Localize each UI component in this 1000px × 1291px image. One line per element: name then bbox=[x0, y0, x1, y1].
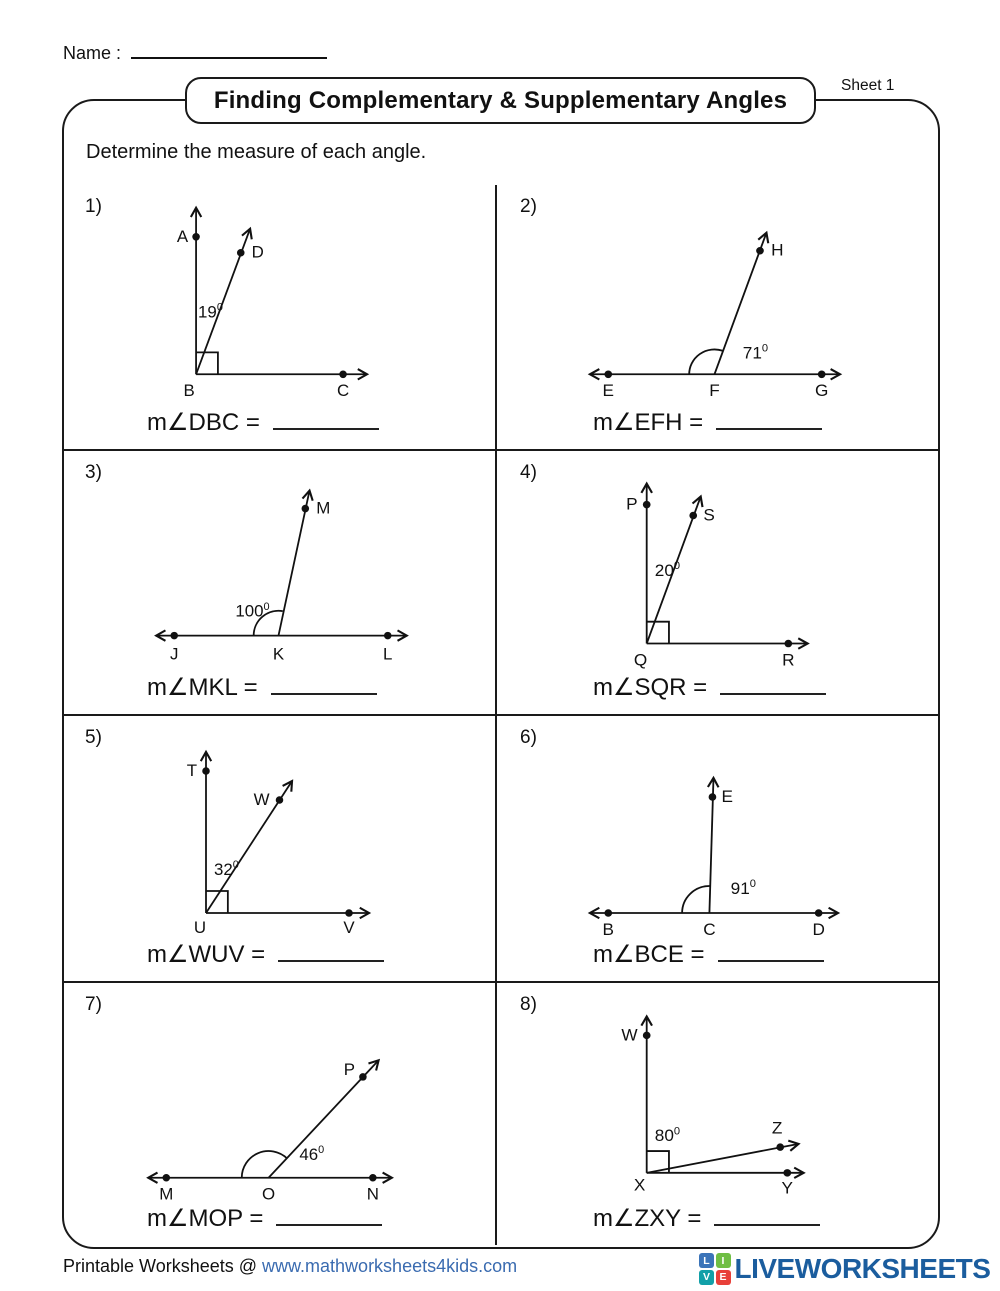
problem-1-cell bbox=[62, 185, 497, 451]
answer-row bbox=[593, 403, 822, 437]
angle-measure-label: $91^0$ bbox=[730, 878, 756, 898]
problem-8-number: 8) bbox=[520, 994, 537, 1015]
question-label: m∠SQR = bbox=[593, 674, 708, 701]
answer-blank[interactable] bbox=[271, 668, 377, 695]
angle-measure-label: $46^0$ bbox=[299, 1144, 325, 1164]
answer-row bbox=[593, 1199, 820, 1233]
point-label-b: B bbox=[183, 381, 195, 401]
point-label-j: J bbox=[170, 644, 179, 664]
rays-and-marks bbox=[149, 1061, 390, 1181]
problem-8-cell bbox=[497, 983, 938, 1245]
name-blank[interactable] bbox=[131, 38, 327, 59]
problem-6-number: 6) bbox=[520, 727, 537, 748]
angle-measure-label: $20^0$ bbox=[654, 560, 681, 581]
answer-row bbox=[593, 935, 824, 969]
angle-measure-label: $19^0$ bbox=[198, 301, 223, 322]
point-label-u: U bbox=[193, 917, 207, 938]
point-label-d: D bbox=[812, 920, 825, 939]
answer-row bbox=[593, 668, 826, 702]
point-label-o: O bbox=[262, 1184, 276, 1204]
rays-and-marks bbox=[591, 779, 837, 917]
problem-7-number: 7) bbox=[85, 994, 102, 1015]
logo-square-l: L bbox=[699, 1253, 714, 1268]
point-label-e: E bbox=[721, 787, 734, 806]
point-label-d: D bbox=[251, 242, 264, 262]
answer-blank[interactable] bbox=[720, 668, 826, 695]
question-label: m∠WUV = bbox=[147, 941, 266, 968]
angle-measure-label: $80^0$ bbox=[654, 1125, 681, 1146]
liveworksheets-icon bbox=[699, 1253, 731, 1285]
rays-and-marks bbox=[192, 209, 366, 378]
point-label-a: A bbox=[176, 226, 189, 246]
point-label-w: W bbox=[253, 789, 270, 810]
point-label-c: C bbox=[703, 920, 716, 939]
question-label: m∠DBC = bbox=[147, 409, 260, 436]
angle-measure-label: $100^0$ bbox=[235, 600, 270, 621]
point-label-k: K bbox=[272, 644, 285, 664]
point-label-p: P bbox=[343, 1059, 355, 1079]
point-label-h: H bbox=[771, 240, 784, 260]
question-label: m∠MKL = bbox=[147, 674, 258, 701]
point-label-z: Z bbox=[771, 1118, 783, 1138]
point-label-f: F bbox=[709, 381, 720, 401]
footer-attribution bbox=[63, 1256, 517, 1277]
point-label-b: B bbox=[602, 920, 614, 939]
problem-1-number: 1) bbox=[85, 196, 102, 217]
logo-square-v: V bbox=[699, 1270, 714, 1285]
point-label-e: E bbox=[602, 381, 614, 401]
worksheet-title: Finding Complementary & Supplementary Angles bbox=[213, 86, 788, 114]
problem-2-cell bbox=[497, 185, 938, 451]
point-label-x: X bbox=[633, 1175, 646, 1195]
angle-measure-label: $71^0$ bbox=[742, 342, 769, 363]
point-label-c: C bbox=[336, 381, 350, 401]
answer-blank[interactable] bbox=[718, 935, 824, 962]
problem-2-number: 2) bbox=[520, 196, 537, 217]
problem-3-number: 3) bbox=[85, 462, 102, 483]
problem-4-cell bbox=[497, 451, 938, 716]
problem-4-number: 4) bbox=[520, 462, 537, 483]
answer-blank[interactable] bbox=[714, 1199, 820, 1226]
logo-square-e: E bbox=[716, 1270, 731, 1285]
printable-label: Printable Worksheets @ bbox=[63, 1256, 263, 1276]
point-label-g: G bbox=[814, 381, 829, 401]
rays-and-marks bbox=[643, 1018, 803, 1177]
name-label: Name : bbox=[63, 43, 122, 63]
point-label-l: L bbox=[383, 644, 393, 664]
question-label: m∠ZXY = bbox=[593, 1205, 702, 1232]
worksheet-title-box bbox=[185, 77, 816, 124]
point-label-r: R bbox=[782, 650, 795, 670]
point-label-y: Y bbox=[781, 1178, 794, 1198]
problem-6-cell bbox=[497, 716, 938, 983]
angle-measure-label: $32^0$ bbox=[213, 858, 239, 880]
liveworksheets-brand: LIVEWORKSHEETS bbox=[734, 1253, 991, 1284]
answer-row bbox=[147, 668, 377, 702]
point-label-p: P bbox=[626, 494, 638, 514]
problem-5-number: 5) bbox=[85, 727, 102, 748]
point-label-q: Q bbox=[633, 650, 648, 670]
rays-and-marks bbox=[202, 753, 368, 917]
point-label-v: V bbox=[343, 917, 355, 938]
answer-row bbox=[147, 1199, 382, 1233]
point-label-m: M bbox=[316, 498, 331, 518]
logo-square-i: I bbox=[716, 1253, 731, 1268]
point-label-n: N bbox=[366, 1184, 379, 1204]
answer-blank[interactable] bbox=[276, 1199, 382, 1226]
footer-link[interactable]: www.mathworksheets4kids.com bbox=[262, 1256, 518, 1276]
question-label: m∠BCE = bbox=[593, 941, 705, 968]
answer-row bbox=[147, 935, 384, 969]
problem-3-cell bbox=[62, 451, 497, 716]
question-label: m∠EFH = bbox=[593, 409, 704, 436]
problem-5-cell bbox=[62, 716, 497, 983]
point-label-w: W bbox=[621, 1025, 638, 1045]
answer-row bbox=[147, 403, 379, 437]
answer-blank[interactable] bbox=[273, 403, 379, 430]
sheet-label: Sheet 1 bbox=[841, 77, 895, 94]
answer-blank[interactable] bbox=[278, 935, 384, 962]
answer-blank[interactable] bbox=[716, 403, 822, 430]
liveworksheets-logo bbox=[699, 1253, 990, 1285]
name-row bbox=[63, 38, 327, 64]
question-label: m∠MOP = bbox=[147, 1205, 264, 1232]
point-label-m: M bbox=[159, 1184, 174, 1204]
rays-and-marks bbox=[591, 234, 839, 378]
instruction-text: Determine the measure of each angle. bbox=[86, 141, 427, 163]
problems-grid bbox=[62, 185, 938, 1245]
point-label-t: T bbox=[186, 760, 198, 781]
rays-and-marks bbox=[157, 492, 405, 640]
point-label-s: S bbox=[703, 505, 715, 525]
problem-7-cell bbox=[62, 983, 497, 1245]
